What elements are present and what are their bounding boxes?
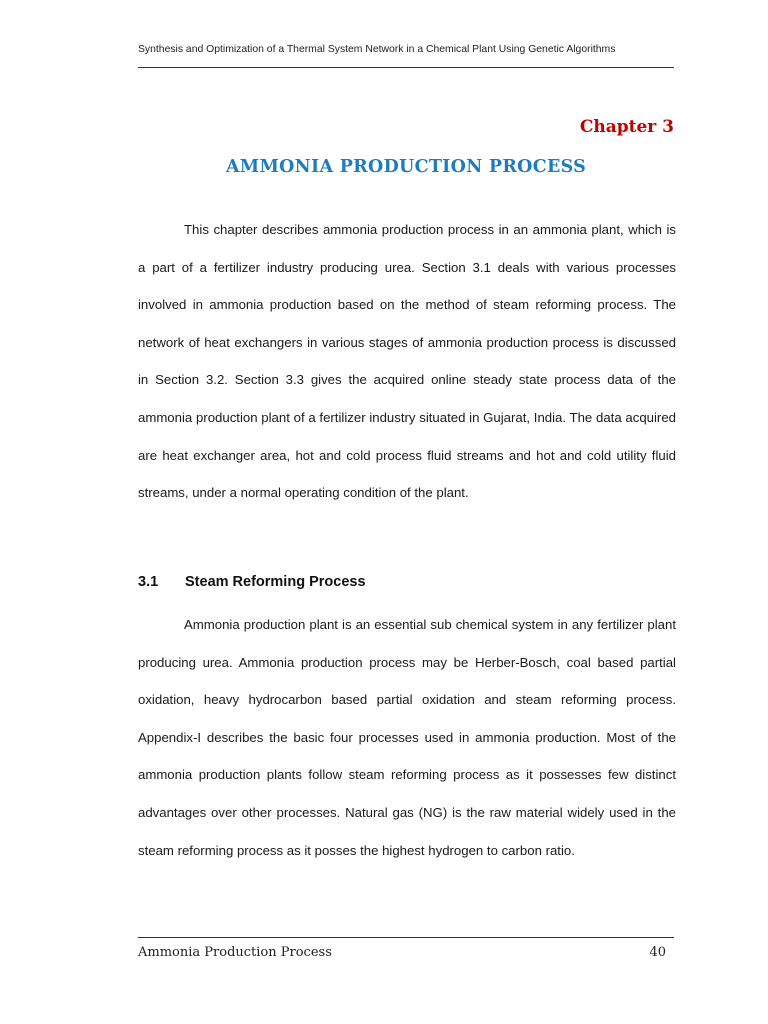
intro-paragraph: This chapter describes ammonia production process in an ammonia plant, which is a part of a fertilizer industry producing urea. Section 3.1 deals with various processes involved in ammonia production based on the method of steam reforming process. The network of heat exchangers in various stages of ammonia production process is discussed in Section 3.2. Section 3.3 gives the acquired online steady state process data of the ammonia production plant of a fertilizer industry situated in Gujarat, India. The data acquired are heat exchanger area, hot and cold process fluid streams and hot and cold utility fluid streams, under a normal operating condition of the plant. xyxy=(138,222,676,501)
footer-divider xyxy=(138,937,674,938)
section-number: 3.1 xyxy=(138,574,159,590)
footer-title: Ammonia Production Process xyxy=(138,945,332,960)
running-header: Synthesis and Optimization of a Thermal System Network in a Chemical Plant Using Genetic Algorithms xyxy=(138,44,616,55)
section-heading xyxy=(138,574,366,590)
chapter-title: AMMONIA PRODUCTION PROCESS xyxy=(225,157,587,177)
chapter-label: Chapter 3 xyxy=(579,117,674,137)
page-number: 40 xyxy=(649,945,666,960)
header-divider xyxy=(138,67,674,68)
section-paragraph: Ammonia production plant is an essential sub chemical system in any fertilizer plant producing urea. Ammonia production process may be Herber-Bosch, coal based partial oxidation, heavy hydrocarbon based partial oxidation and steam reforming process. Appendix-I describes the basic four processes used in ammonia production. Most of the ammonia production plants follow steam reforming process as it possesses few distinct advantages over other processes. Natural gas (NG) is the raw material widely used in the steam reforming process as it posses the highest hydrogen to carbon ratio. xyxy=(138,617,676,858)
section-title: Steam Reforming Process xyxy=(185,574,366,590)
